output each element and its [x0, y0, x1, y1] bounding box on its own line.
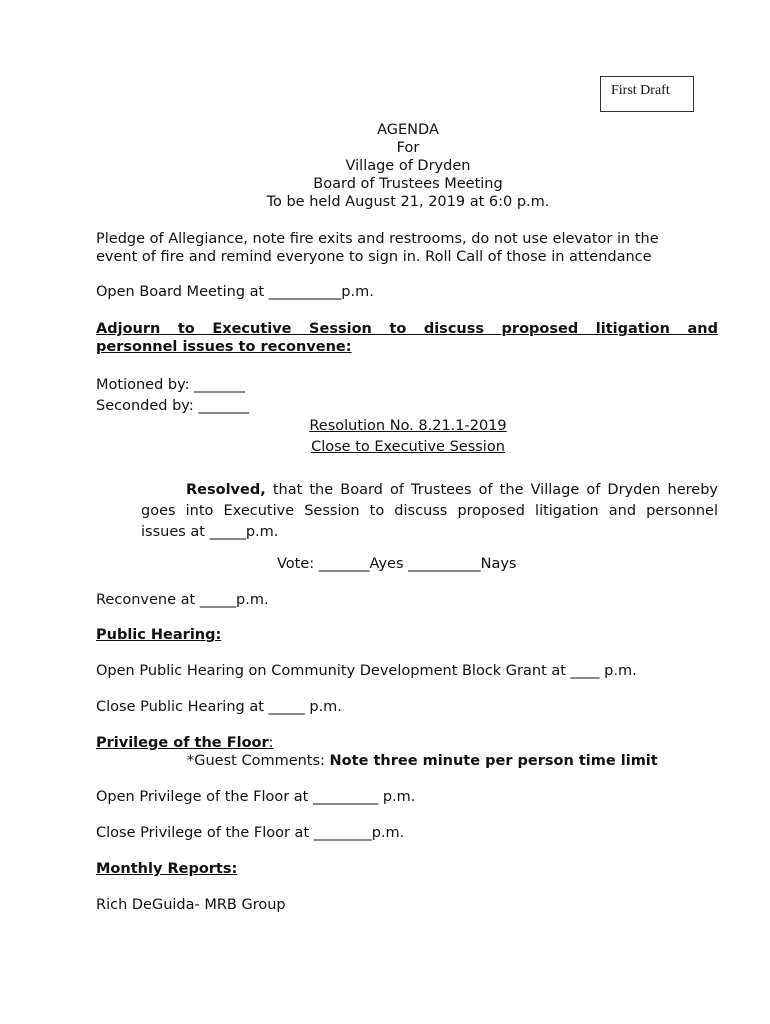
- pledge-line-1: Pledge of Allegiance, note fire exits and restrooms, do not use elevator in the: [96, 231, 659, 247]
- close-public-hearing: Close Public Hearing at _____ p.m.: [96, 699, 342, 715]
- first-draft-label: First Draft: [611, 83, 670, 98]
- resolution-line-1-rest: that the Board of Trustees of the Village of Dryden hereby: [265, 482, 718, 498]
- reconvene-line: Reconvene at _____p.m.: [96, 592, 269, 608]
- exec-heading-line-2: personnel issues to reconvene:: [96, 339, 352, 355]
- resolved-word: Resolved,: [186, 482, 266, 498]
- monthly-report-item: Rich DeGuida- MRB Group: [96, 897, 286, 913]
- resolution-line-3: issues at _____p.m.: [141, 524, 279, 540]
- agenda-board: Board of Trustees Meeting: [313, 176, 503, 192]
- exec-heading-line-1: Adjourn to Executive Session to discuss proposed litigation and: [96, 321, 718, 337]
- motioned-by: Motioned by: _______: [96, 377, 245, 393]
- resolution-body: [141, 480, 718, 543]
- first-draft-box: [600, 76, 694, 112]
- executive-session-heading: [96, 320, 718, 356]
- close-privilege-floor: Close Privilege of the Floor at ________p.m.: [96, 825, 405, 841]
- privilege-heading-text: Privilege of the Floor: [96, 735, 269, 751]
- agenda-for: For: [396, 140, 420, 156]
- resolution-number: Resolution No. 8.21.1-2019: [309, 418, 507, 434]
- agenda-date: To be held August 21, 2019 at 6:0 p.m.: [266, 194, 550, 210]
- monthly-reports-heading: Monthly Reports:: [96, 861, 238, 877]
- resolution-title: Close to Executive Session: [311, 439, 505, 455]
- open-board-meeting: Open Board Meeting at __________p.m.: [96, 284, 374, 300]
- open-privilege-floor: Open Privilege of the Floor at _________ p.m.: [96, 789, 416, 805]
- pledge-paragraph: [96, 230, 720, 266]
- agenda-village: Village of Dryden: [345, 158, 471, 174]
- seconded-by: Seconded by: _______: [96, 398, 250, 414]
- pledge-line-2: event of fire and remind everyone to sign in. Roll Call of those in attendance: [96, 249, 652, 265]
- guest-comments-prefix: *Guest Comments:: [187, 753, 330, 769]
- guest-comments: [187, 753, 658, 769]
- vote-line: Vote: _______Ayes __________Nays: [277, 556, 517, 572]
- privilege-heading-colon: :: [268, 735, 274, 751]
- privilege-heading: [96, 735, 274, 751]
- open-public-hearing: Open Public Hearing on Community Development Block Grant at ____ p.m.: [96, 663, 637, 679]
- guest-comments-note: Note three minute per person time limit: [329, 753, 658, 769]
- public-hearing-heading: Public Hearing:: [96, 627, 222, 643]
- resolution-line-2: goes into Executive Session to discuss proposed litigation and personnel: [141, 503, 718, 519]
- agenda-title: AGENDA: [377, 122, 439, 138]
- resolution-line-1: [141, 480, 718, 501]
